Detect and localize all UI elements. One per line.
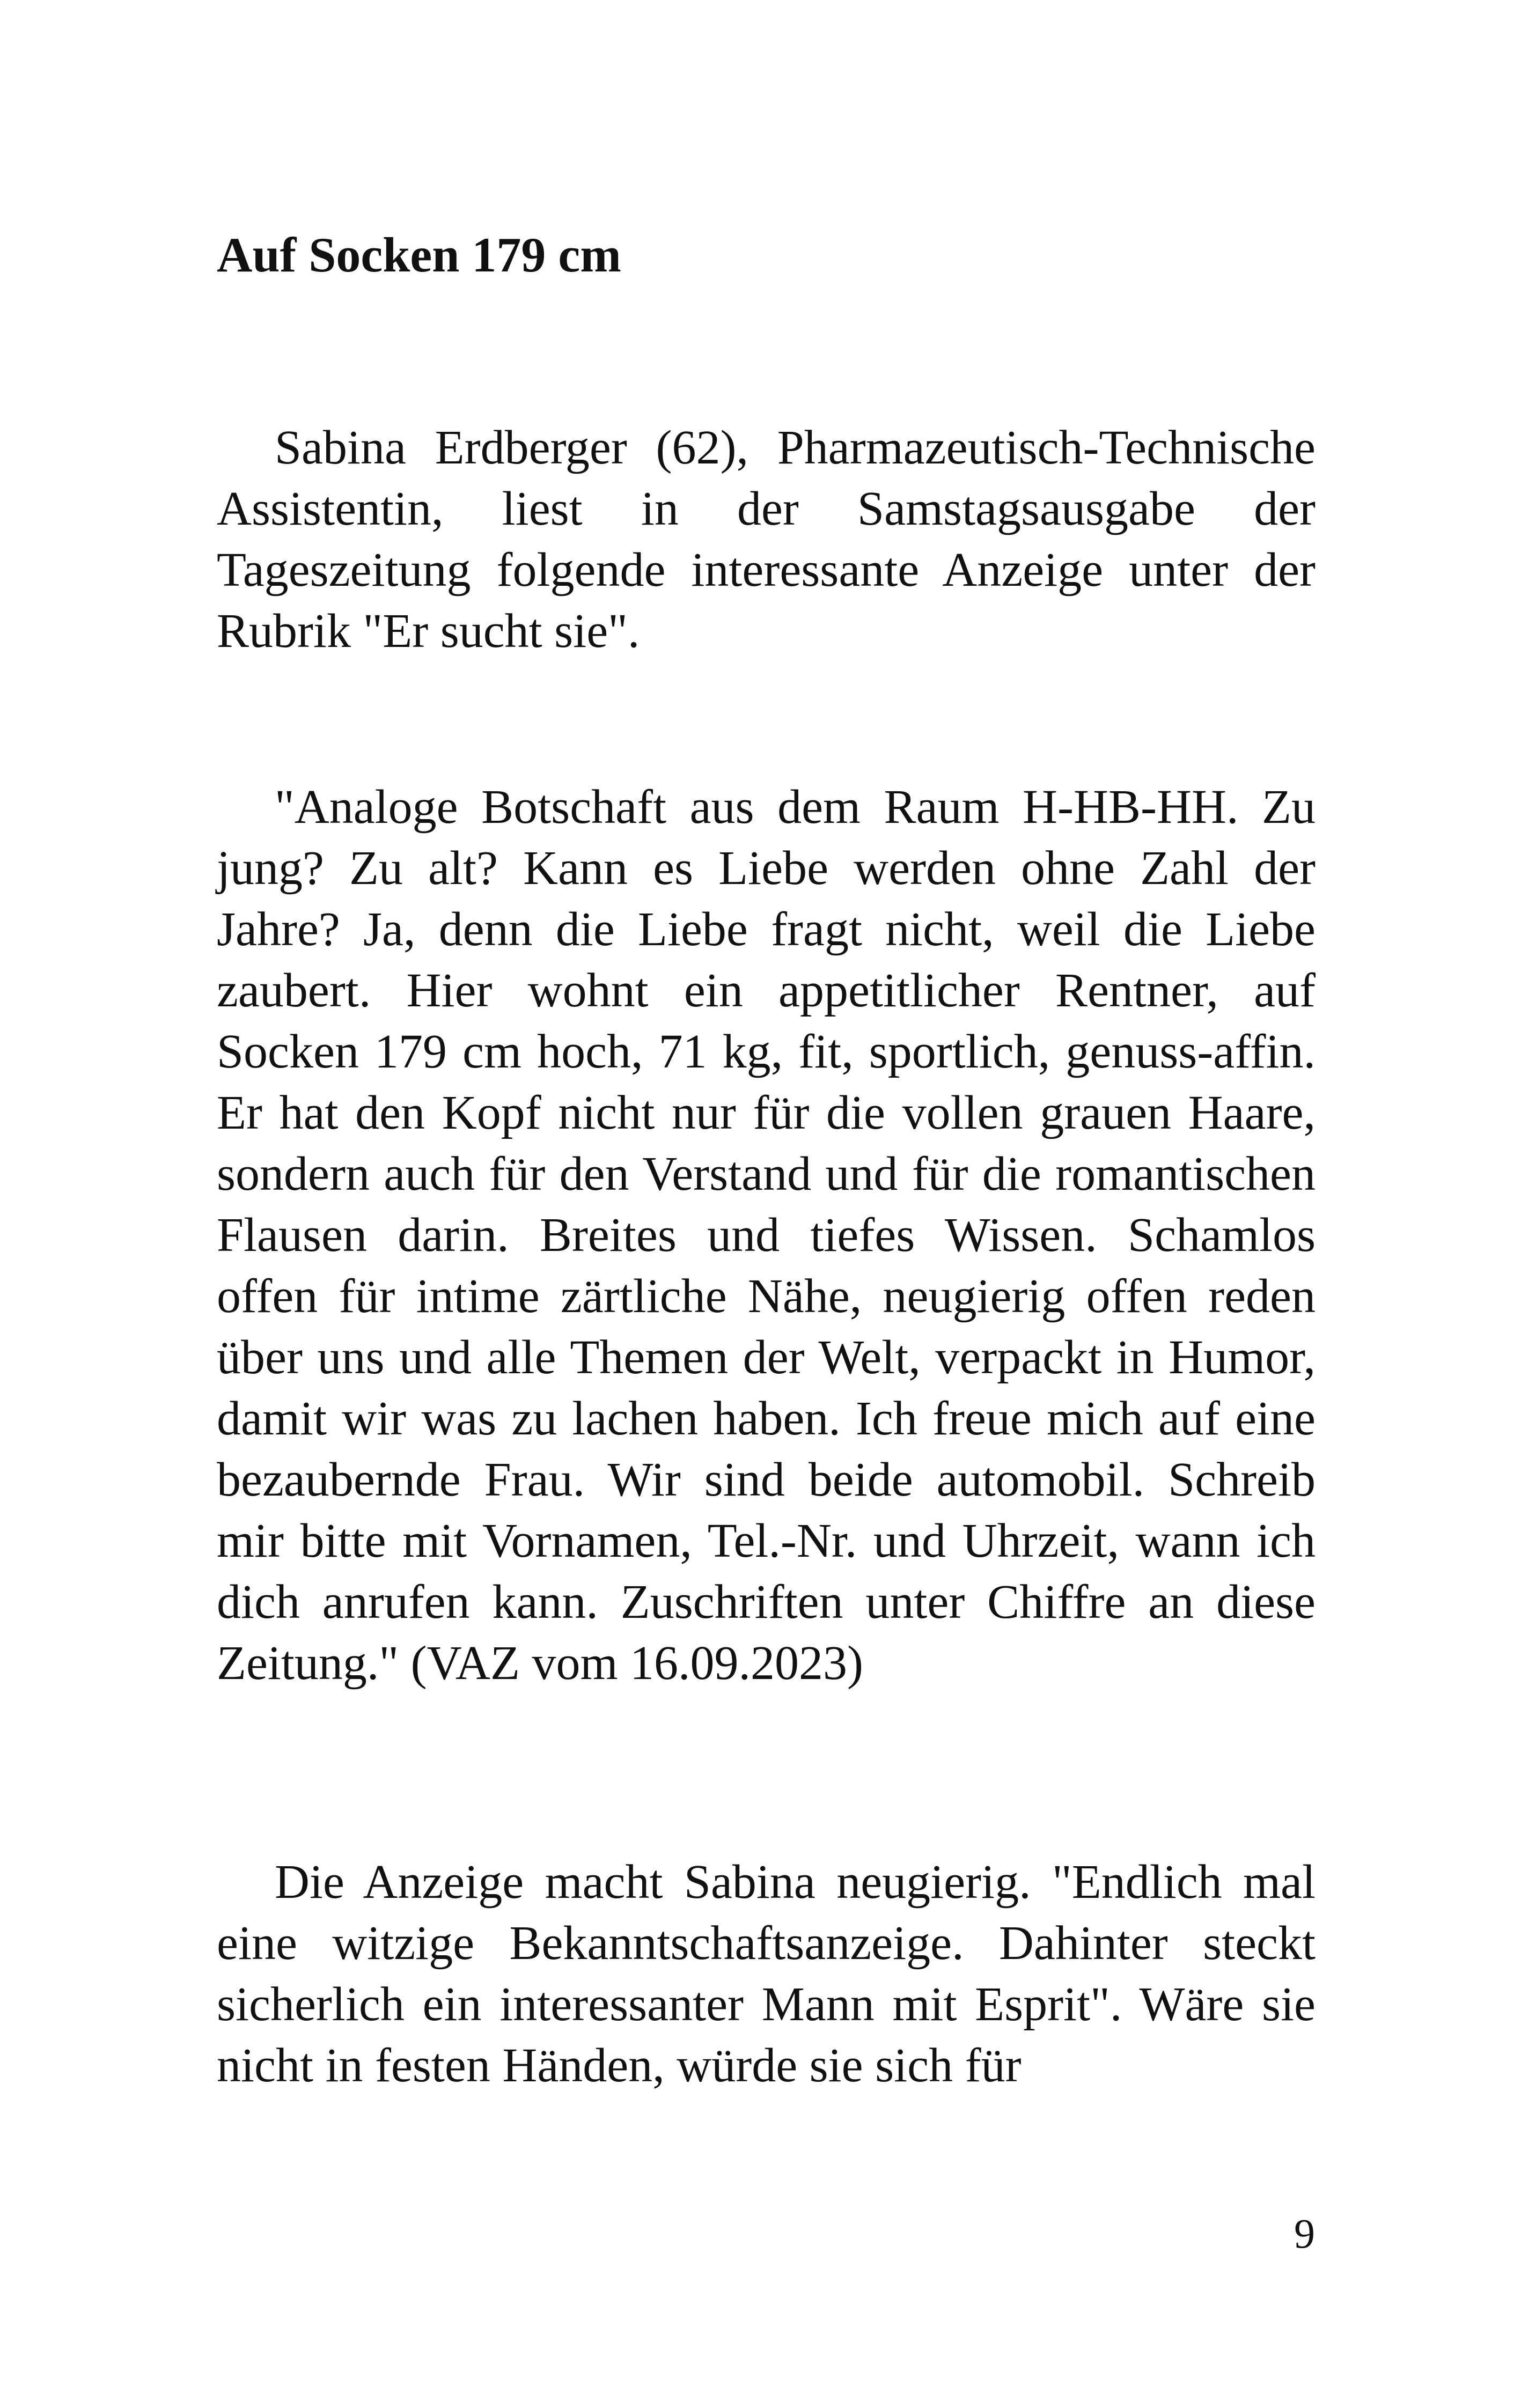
paragraph-reaction: Die Anzeige macht Sabina neugierig. "Endlich mal eine witzige Bekanntschaftsanzeige. Dahinter steckt sicherlich ein interessanter Mann mit Esprit". Wäre sie nicht in festen Händen, würde sie sich für [217,1855,1316,2092]
chapter-title: Auf Socken 179 cm [217,227,621,282]
paragraph-intro: Sabina Erdberger (62), Pharmazeutisch-Technische Assistentin, liest in der Samstagsausgabe der Tageszeitung folgende interessante Anzeige unter der Rubrik "Er sucht sie". [217,421,1316,658]
page-number: 9 [1294,2210,1315,2257]
paragraph-advertisement: "Analoge Botschaft aus dem Raum H-HB-HH. Zu jung? Zu alt? Kann es Liebe werden ohne Zahl der Jahre? Ja, denn die Liebe fragt nicht, weil die Liebe zaubert. Hier wohnt ein appetitlicher Rentner, auf Socken 179 cm hoch, 71 kg, fit, sportlich, genuss-affin. Er hat den Kopf nicht nur für die vollen grauen Haare, sondern auch für den Verstand und für die romantischen Flausen darin. Breites und tiefes Wissen. Schamlos offen für intime zärtliche Nähe, neugierig offen reden über uns und alle Themen der Welt, verpackt in Humor, damit wir was zu lachen haben. Ich freue mich auf eine bezaubernde Frau. Wir sind beide automobil. Schreib mir bitte mit Vornamen, Tel.-Nr. und Uhrzeit, wann ich dich anrufen kann. Zuschriften unter Chiffre an diese Zeitung." (VAZ vom 16.09.2023) [217,780,1316,1690]
